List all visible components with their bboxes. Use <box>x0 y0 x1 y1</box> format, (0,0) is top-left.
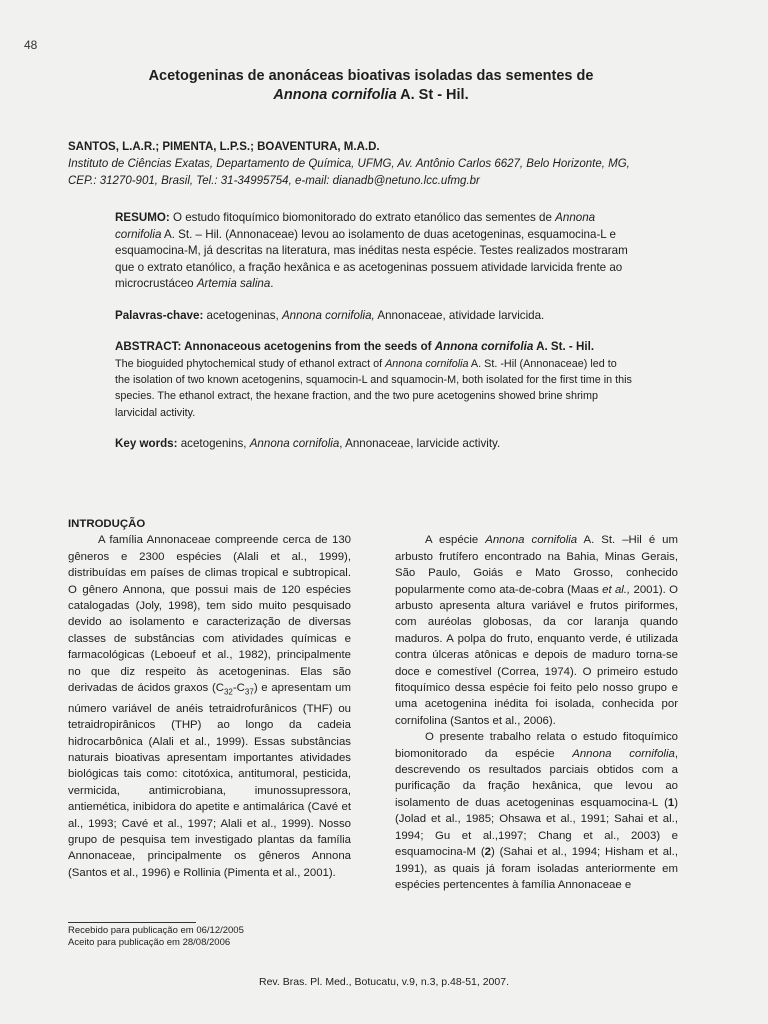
article-title <box>60 67 682 105</box>
intro-paragraph-3 <box>395 729 678 893</box>
intro-paragraph-1 <box>68 532 351 881</box>
keywords-label: Key words: <box>115 437 178 451</box>
resumo-label: RESUMO: <box>115 211 170 224</box>
keywords-text-2: , Annonaceae, larvicide activity. <box>339 437 501 451</box>
intro-p2-species: Annona cornifolia <box>485 534 578 547</box>
intro-paragraph-2 <box>395 532 678 729</box>
palavras-text-2: Annonaceae, atividade larvicida. <box>374 308 545 322</box>
resumo-text-1: O estudo fitoquímico biomonitorado do extrato etanólico das sementes de <box>169 211 556 224</box>
intro-p2-etal: et al., <box>602 583 631 596</box>
abstract-heading <box>115 339 632 356</box>
resumo-text-2: A. St. – Hil. (Annonaceae) levou ao isolamento de duas acetogeninas, esquamocina-L e esquamocina-M, já descritas na literatura, mas inéditas nesta espécie. Testes realizados mostraram que o extrato etanólico, a fração hexânica e as acetogeninas possuem atividade larvicida frente ao microcrustáceo <box>115 227 628 290</box>
carbon-sub-1: 32 <box>223 687 233 697</box>
abstract-heading-2: A. St. - Hil. <box>533 340 595 353</box>
column-left <box>68 516 351 881</box>
palavras-species: Annona cornifolia, <box>281 308 375 322</box>
abstract-heading-species: Annona cornifolia <box>434 340 534 353</box>
abstract-text <box>115 356 632 422</box>
affiliation-line-1: Instituto de Ciências Exatas, Departamento de Química, UFMG, Av. Antônio Carlos 6627, Belo Horizonte, MG, <box>68 158 630 170</box>
title-line-2 <box>60 86 682 105</box>
carbon-dash: -C <box>232 682 245 695</box>
intro-p1-b: ) e apresentam um número variável de anéis tetraidrofurânicos (THF) ou tetraidropirânicos (THP) ao longo da cadeia hidrocarbônica (Alali et al., 1999). Essas substâncias naturais bioativas apresentam importantes atividades biológicas tais como: citotóxica, antitumoral, pesticida, vermicida, antimicrobiana, imunossupressora, antiemética, inibidora do apetite e antimalárica (Cavé et al., 1993; Cavé et al., 1997; Alali et al., 1999). Nosso grupo de pesquisa tem investigado plantas da família Annonaceae, principalmente os gêneros Annona (Santos et al., 1996) e Rollinia (Pimenta et al., 2001). <box>68 682 351 879</box>
abstract-text-2: A. St. -Hil (Annonaceae) led to the isolation of two known acetogenins, squamocin-L and squamocin-M, both isolated for the first time in this species. The ethanol extract, the hexane fraction, and the two pure acetogenins showed brine shrimp larvicidal activity. <box>115 357 632 419</box>
column-right <box>395 516 678 893</box>
intro-p2-c: 2001). O arbusto apresenta altura variável e frutos piriformes, com auréolas globosas, da cor laranja quando maduros. A polpa do fruto, enquanto verde, é utilizada contra úlceras atônicas e depois de maduro torna-se doce e comestível (Correa, 1974). O primeiro estudo fitoquímico dessa espécie foi feito pelo nosso grupo e uma acetogenina inédita foi isolada, conhecida por cornifolina (Santos et al., 2006). <box>395 583 678 727</box>
abstract-species: Annona cornifolia <box>385 357 469 370</box>
keywords-species: Annona cornifolia <box>249 437 340 451</box>
carbon-sub-2: 37 <box>244 687 254 697</box>
intro-p3-d: ) (Sahai et al., 1994; Hisham et al., 1991), as quais já foram isoladas anteriormente em espécies pertencentes à família Annonaceae e <box>395 846 678 891</box>
intro-p2-b: A. St. –Hil é um arbusto frutífero encontrado na Bahia, Minas Gerais, São Paulo, Goiás e Mato Grosso, conhecido popularmente como ata-de-cobra (Maas <box>395 534 678 596</box>
journal-reference: Rev. Bras. Pl. Med., Botucatu, v.9, n.3, p.48-51, 2007. <box>259 976 509 988</box>
compound-1: 1 <box>667 796 675 809</box>
intro-p3-b: , descrevendo os resultados parciais obtidos com a purificação da fração hexânica, que levou ao isolamento de duas acetogeninas esquamocina-L ( <box>395 747 678 809</box>
affiliation <box>68 156 688 190</box>
palavras-text-1: acetogeninas, <box>203 308 282 322</box>
footnotes <box>68 925 244 949</box>
resumo <box>115 210 632 293</box>
intro-p1-a: A família Annonaceae compreende cerca de 130 gêneros e 2300 espécies (Alali et al., 1999), distribuídas em países de climas tropical e subtropical. O gênero Annona, que possui mais de 120 espécies catalogadas (Joly, 1998), tem sido muito pesquisado devido ao isolamento e caracterização de diversas classes de substâncias com atividades químicas e farmacológicas (Leboeuf et al., 1982), principalmente no que diz respeito às acetogeninas. Elas são derivadas de ácidos graxos (C <box>68 534 351 695</box>
footnote-accepted: Aceito para publicação em 28/08/2006 <box>68 937 231 948</box>
key-words <box>115 436 632 453</box>
intro-heading: INTRODUÇÃO <box>68 518 146 530</box>
footnote-divider <box>68 922 196 923</box>
abstract-text-1: The bioguided phytochemical study of ethanol extract of <box>115 357 386 370</box>
abstract-heading-1: ABSTRACT: Annonaceous acetogenins from the seeds of <box>115 340 435 353</box>
intro-p2-a: A espécie <box>425 534 486 547</box>
footnote-received: Recebido para publicação em 06/12/2005 <box>68 925 244 936</box>
affiliation-line-2: CEP.: 31270-901, Brasil, Tel.: 31-34995754, e-mail: dianadb@netuno.lcc.ufmg.br <box>68 175 480 187</box>
intro-p3-species: Annona cornifolia <box>572 747 675 760</box>
palavras-chave <box>115 308 632 325</box>
palavras-label: Palavras-chave: <box>115 308 204 322</box>
page-number: 48 <box>24 38 38 52</box>
compound-2: 2 <box>484 846 491 859</box>
abstract-block <box>115 210 632 453</box>
column-right-spacer <box>395 516 678 532</box>
resumo-end: . <box>270 277 274 290</box>
title-species: Annona cornifolia <box>273 87 397 103</box>
keywords-text-1: acetogenins, <box>177 437 250 451</box>
authors: SANTOS, L.A.R.; PIMENTA, L.P.S.; BOAVENTURA, M.A.D. <box>68 141 380 153</box>
intro-p3-a: O presente trabalho relata o estudo fitoquímico biomonitorado da espécie <box>395 731 678 760</box>
resumo-species: Annona cornifolia <box>115 211 596 241</box>
intro-p3-c: ) (Jolad et al., 1985; Ohsawa et al., 1991; Sahai et al., 1994; Gu et al.,1997; Chang et al., 2003) e esquamocina-M ( <box>395 796 678 859</box>
resumo-organism: Artemia salina <box>196 277 271 290</box>
title-author-abbrev: A. St - Hil. <box>396 87 469 103</box>
title-line-1: Acetogeninas de anonáceas bioativas isoladas das sementes de <box>148 68 594 84</box>
